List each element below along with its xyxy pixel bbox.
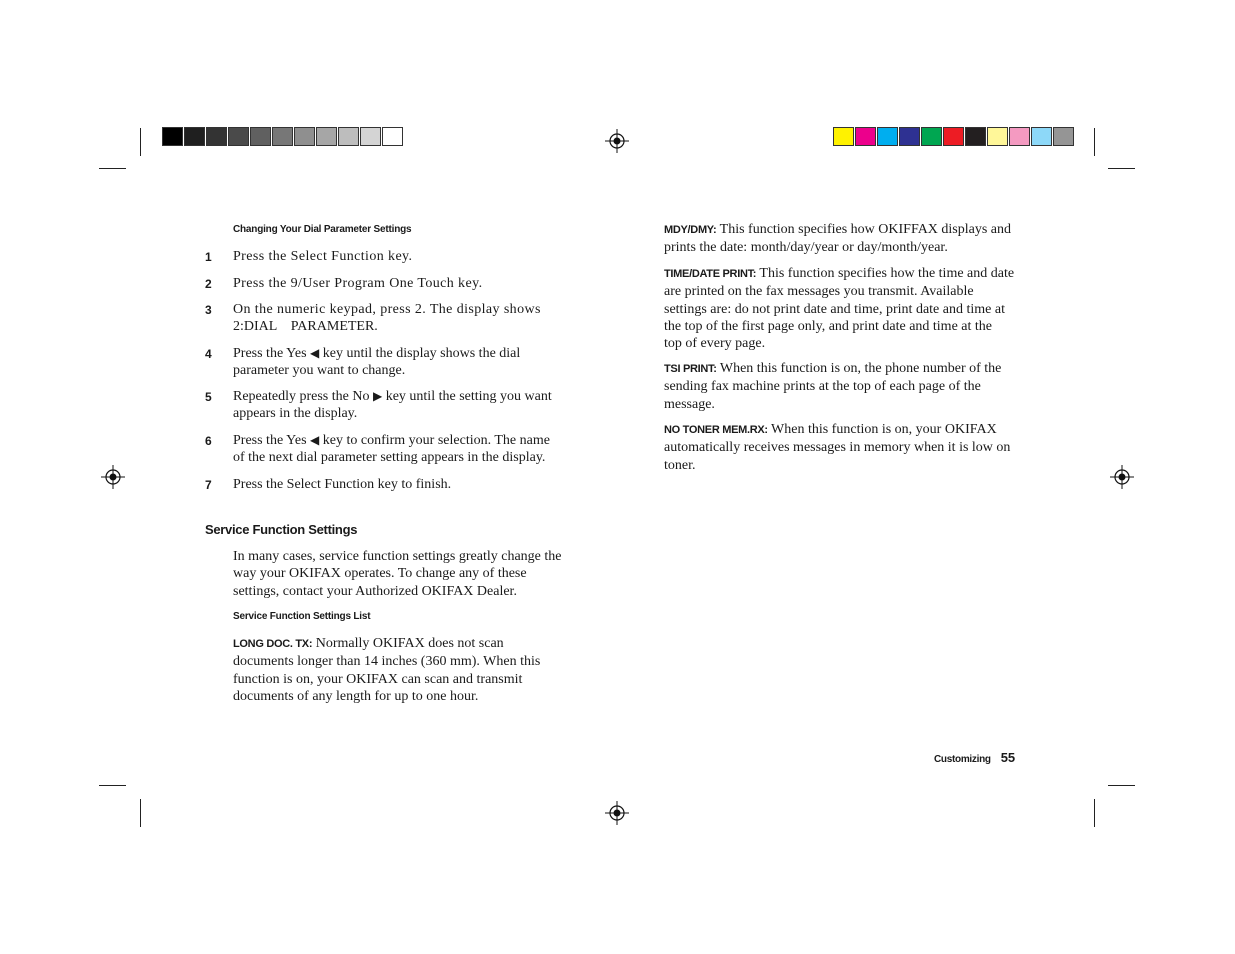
page-number: 55	[1000, 750, 1016, 765]
setting-long-doc: LONG DOC. TX: Normally OKIFAX does not scan documents longer than 14 inches (360 mm). When this function is on, your OKIFAX can scan and transmit documents of any length for up to one hour.	[233, 636, 541, 704]
color-swatch	[943, 127, 964, 146]
step-text: Press the Select Function key to finish.	[233, 477, 452, 492]
crop-mark	[1094, 799, 1095, 827]
registration-mark-icon	[605, 129, 629, 153]
color-swatch	[833, 127, 854, 146]
list-heading: Service Function Settings List	[233, 611, 371, 622]
crop-mark	[1108, 168, 1135, 169]
step-text: Repeatedly press the No ▶ key until the setting you want appears in the display.	[233, 389, 552, 421]
process-color-bar	[833, 127, 1075, 146]
step-text: Press the 9/User Program One Touch key.	[233, 276, 483, 291]
color-swatch	[206, 127, 227, 146]
step-number: 6	[205, 434, 212, 448]
setting-term: TSI PRINT:	[664, 363, 717, 375]
step-text: Press the Select Function key.	[233, 249, 413, 264]
color-swatch	[899, 127, 920, 146]
step-number: 3	[205, 303, 212, 317]
setting-term: NO TONER MEM.RX:	[664, 424, 768, 436]
color-swatch	[250, 127, 271, 146]
color-swatch	[921, 127, 942, 146]
color-swatch	[184, 127, 205, 146]
color-swatch	[272, 127, 293, 146]
step-number: 1	[205, 250, 212, 264]
setting-no-toner-mem-rx: NO TONER MEM.RX: When this function is on, your OKIFAX automatically receives messages in memory when it is low on toner.	[664, 422, 1011, 473]
color-swatch	[1031, 127, 1052, 146]
color-swatch	[294, 127, 315, 146]
color-swatch	[855, 127, 876, 146]
page-footer	[934, 749, 1015, 767]
registration-mark-icon	[1110, 465, 1134, 489]
color-swatch	[162, 127, 183, 146]
crop-mark	[1108, 785, 1135, 786]
registration-mark-icon	[101, 465, 125, 489]
registration-mark-icon	[605, 801, 629, 825]
setting-mdy-dmy: MDY/DMY: This function specifies how OKIFFAX displays and prints the date: month/day/year or day/month/year.	[664, 222, 1012, 256]
step-text: On the numeric keypad, press 2. The display shows 2:DIAL PARAMETER.	[233, 302, 541, 334]
color-swatch	[965, 127, 986, 146]
setting-tsi-print: TSI PRINT: When this function is on, the phone number of the sending fax machine prints at the top of each page of the message.	[664, 361, 1002, 412]
color-swatch	[382, 127, 403, 146]
footer-section: Customizing	[934, 754, 991, 765]
setting-term: LONG DOC. TX:	[233, 638, 313, 650]
setting-time-date-print: TIME/DATE PRINT: This function specifies how the time and date are printed on the fax messages you transmit. Available settings are: do not print date and time, print date and time at the top of the first page only, and print date and time at the top of every page.	[664, 266, 1015, 352]
step-number: 5	[205, 390, 212, 404]
section-heading: Service Function Settings	[205, 522, 358, 537]
right-triangle-icon: ▶	[372, 389, 383, 403]
step-number: 7	[205, 478, 212, 492]
step-text: Press the Yes ◀ key until the display shows the dial parameter you want to change.	[233, 346, 521, 378]
step-number: 4	[205, 347, 212, 361]
step-text: Press the Yes ◀ key to confirm your selection. The name of the next dial parameter setting appears in the display.	[233, 433, 550, 465]
crop-mark	[140, 799, 141, 827]
left-triangle-icon: ◀	[310, 346, 320, 360]
setting-term: MDY/DMY:	[664, 224, 717, 236]
color-swatch	[228, 127, 249, 146]
color-swatch	[316, 127, 337, 146]
color-swatch	[877, 127, 898, 146]
color-swatch	[338, 127, 359, 146]
crop-mark	[99, 785, 126, 786]
grayscale-color-bar	[162, 127, 404, 146]
crop-mark	[99, 168, 126, 169]
color-swatch	[360, 127, 381, 146]
step-number: 2	[205, 277, 212, 291]
left-triangle-icon: ◀	[310, 433, 320, 447]
color-swatch	[1009, 127, 1030, 146]
setting-term: TIME/DATE PRINT:	[664, 268, 757, 280]
section-intro: In many cases, service function settings greatly change the way your OKIFAX operates. To change any of these settings, contact your Authorized OKIFAX Dealer.	[233, 549, 562, 599]
subheading-dial-parameter: Changing Your Dial Parameter Settings	[233, 224, 412, 235]
color-swatch	[1053, 127, 1074, 146]
color-swatch	[987, 127, 1008, 146]
crop-mark	[140, 128, 141, 156]
crop-mark	[1094, 128, 1095, 156]
